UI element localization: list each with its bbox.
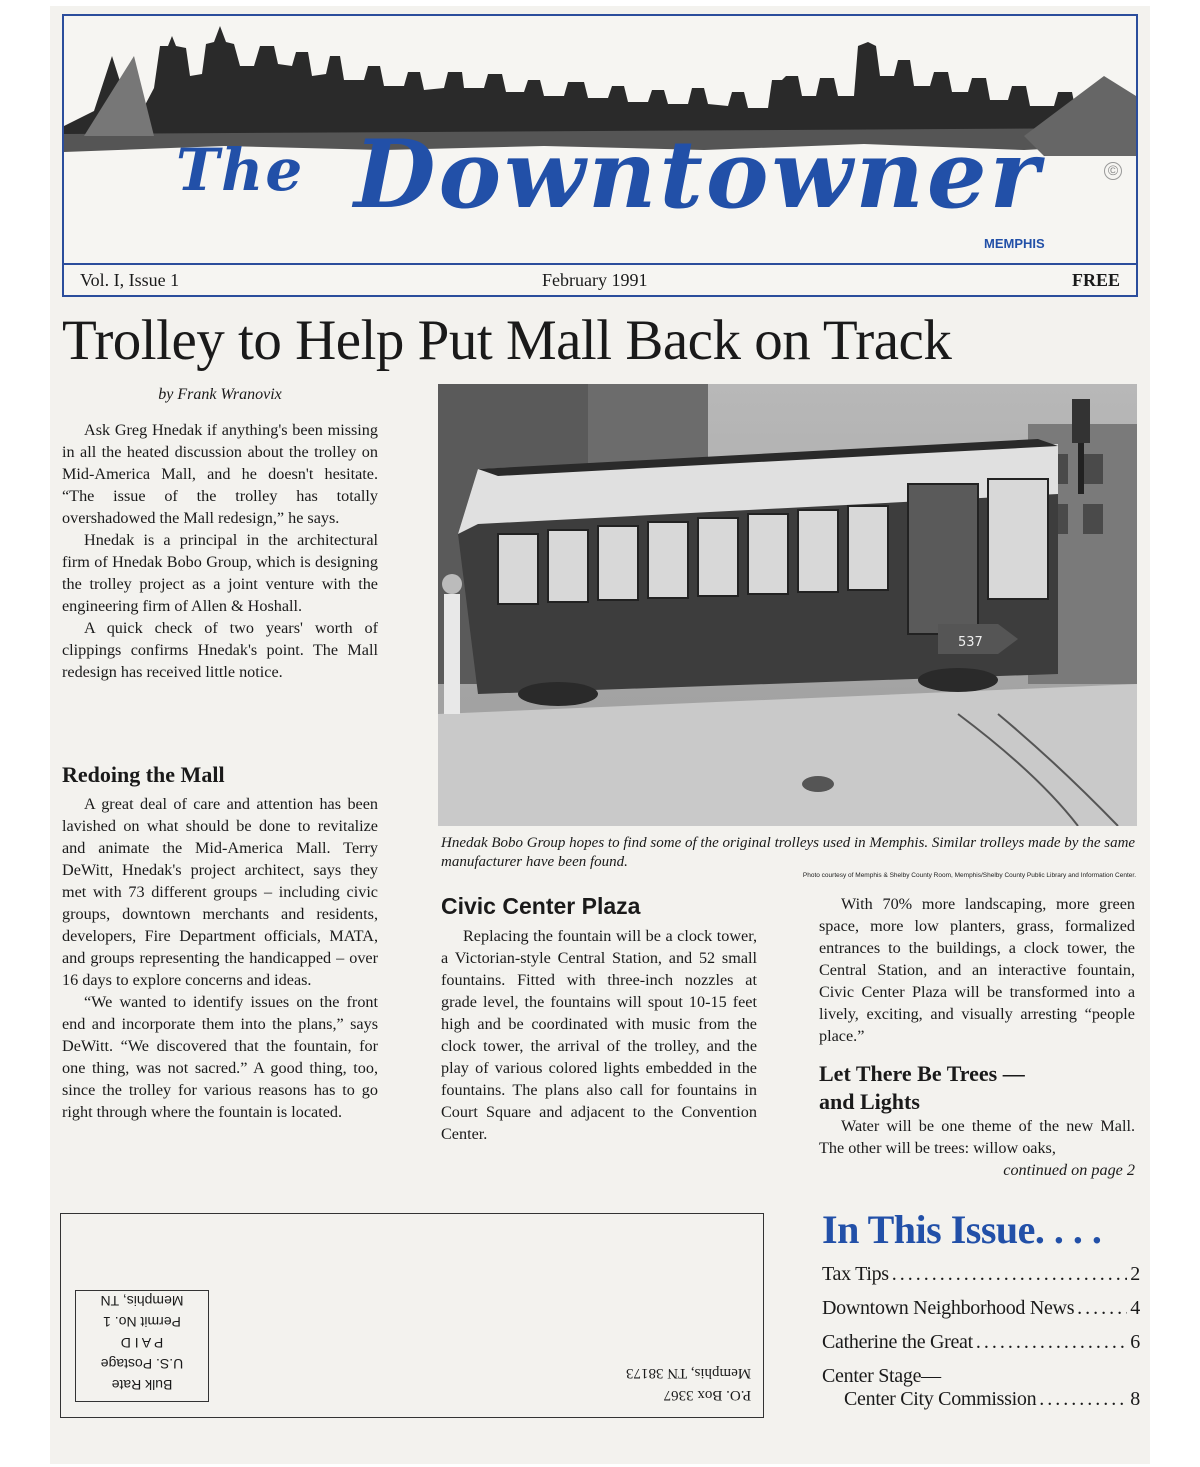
- section-heading-civic-center-plaza: Civic Center Plaza: [441, 893, 641, 919]
- trolley-photo: [438, 384, 1137, 826]
- article-column-3b: [819, 1115, 1135, 1181]
- toc-item[interactable]: [822, 1331, 1140, 1365]
- byline: by Frank Wranovix: [158, 386, 282, 403]
- trolley-car-number: 537: [958, 635, 983, 650]
- article-paragraph: With 70% more landscaping, more green space, more low planters, grass, formalized entrances to the buildings, a clock tower, the Central Station, and an interactive fountain, Civic Center Plaza will be transformed into a lively, exciting, and visually arresting “people place.”: [819, 895, 1135, 1045]
- toc-leader-dots: [1077, 1297, 1127, 1320]
- section-heading-redoing-mall: Redoing the Mall: [62, 762, 225, 787]
- postage-line: Bulk Rate: [111, 1377, 173, 1393]
- headline: Trolley to Help Put Mall Back on Track: [62, 309, 952, 372]
- toc-item-page: 6: [1130, 1331, 1140, 1353]
- table-of-contents: [822, 1263, 1140, 1411]
- issue-date: February 1991: [542, 270, 648, 290]
- toc-item-label: Downtown Neighborhood News: [822, 1297, 1075, 1319]
- issue-info-row: [64, 265, 1136, 295]
- toc-item[interactable]: [822, 1365, 1140, 1411]
- article-paragraph: Replacing the fountain will be a clock tower, a Victorian-style Central Station, and 52 small fountains. Fitted with three-inch nozzles at grade level, the fountains will spout 10-15 feet high and be coordinated with music from the clock tower, the arrival of the trolley, and the play of various colored lights embedded in the fountains. The plans also call for fountains in Court Square and adjacent to the Convention Center.: [441, 927, 757, 1143]
- postage-line: Memphis, TN: [100, 1293, 184, 1309]
- masthead-city: MEMPHIS: [984, 236, 1045, 251]
- photo-credit: Photo courtesy of Memphis & Shelby County Room, Memphis/Shelby County Public Library and Information Center.: [802, 872, 1136, 879]
- toc-item[interactable]: [822, 1263, 1140, 1297]
- masthead: [62, 14, 1138, 297]
- article-paragraph: Hnedak is a principal in the architectural firm of Hnedak Bobo Group, which is designing the trolley project as a joint venture with the engineering firm of Allen & Hoshall.: [62, 531, 378, 615]
- toc-title: In This Issue. . . .: [822, 1207, 1102, 1252]
- article-column-1: [62, 419, 378, 683]
- article-paragraph: A quick check of two years' worth of clippings confirms Hnedak's point. The Mall redesign has received little notice.: [62, 619, 378, 681]
- section-heading-line-2: and Lights: [819, 1089, 920, 1114]
- volume-issue: Vol. I, Issue 1: [80, 270, 180, 290]
- postage-line: Permit No. 1: [103, 1314, 181, 1330]
- article-paragraph: A great deal of care and attention has been lavished on what should be done to revitalize and animate the Mid-America Mall. Terry DeWitt, Hnedak's project architect, says they met with 73 different groups – including civic groups, downtown merchants and residents, developers, Fire Department officials, MATA, and groups representing the handicapped – over 16 days to explore concerns and ideas.: [62, 795, 378, 989]
- trolley-illustration: [438, 384, 1137, 826]
- postage-line: U.S. Postage: [100, 1356, 184, 1372]
- toc-leader-dots: [1039, 1388, 1127, 1411]
- article-column-2: [441, 925, 757, 1145]
- photo-caption: Hnedak Bobo Group hopes to find some of the original trolleys used in Memphis. Similar trolleys made by the same manufacturer have been found.: [441, 835, 1136, 870]
- masthead-title-the: The: [176, 136, 305, 204]
- section-heading-line-1: Let There Be Trees —: [819, 1061, 1025, 1086]
- article-paragraph: Ask Greg Hnedak if anything's been missing in all the heated discussion about the trolley on Mid-America Mall, and he doesn't hesitate. “The issue of the trolley has totally overshadowed the Mall redesign,” he says.: [62, 421, 378, 527]
- bulk-rate-postage-box: [75, 1290, 209, 1402]
- toc-item-page: 2: [1130, 1263, 1140, 1285]
- article-paragraph: Water will be one theme of the new Mall. The other will be trees: willow oaks,: [819, 1117, 1135, 1157]
- copyright-symbol: ©: [1104, 162, 1122, 180]
- toc-item-label: Center City Commission: [844, 1388, 1037, 1410]
- article-column-1b: [62, 793, 378, 1123]
- section-heading-trees-lights: [819, 1060, 1025, 1116]
- masthead-title: Downtowner: [354, 120, 1043, 230]
- return-address-line: Memphis, TN 38173: [625, 1365, 751, 1381]
- toc-item-page: 8: [1130, 1388, 1140, 1410]
- mailing-label-area: [60, 1213, 764, 1418]
- toc-leader-dots: [976, 1331, 1127, 1354]
- article-column-3: [819, 893, 1135, 1047]
- return-address-line: P.O. Box 3367: [663, 1387, 751, 1403]
- return-address: [626, 1362, 751, 1406]
- toc-item[interactable]: [822, 1297, 1140, 1331]
- article-paragraph: “We wanted to identify issues on the front end and incorporate them into the plans,” says DeWitt. “We discovered that the fountain, for one thing, was not sacred.” A good thing, too, since the trolley for various reasons has to go right through where the fountain is located.: [62, 993, 378, 1121]
- continued-note: continued on page 2: [1003, 1161, 1135, 1179]
- price-label: FREE: [1071, 270, 1120, 290]
- toc-item-page: 4: [1130, 1297, 1140, 1319]
- postage-line: P A I D: [120, 1335, 164, 1351]
- toc-item-label: Tax Tips: [822, 1263, 889, 1285]
- toc-item-label: Catherine the Great: [822, 1331, 973, 1353]
- toc-leader-dots: [892, 1263, 1128, 1286]
- toc-item-label: Center Stage—: [822, 1365, 941, 1387]
